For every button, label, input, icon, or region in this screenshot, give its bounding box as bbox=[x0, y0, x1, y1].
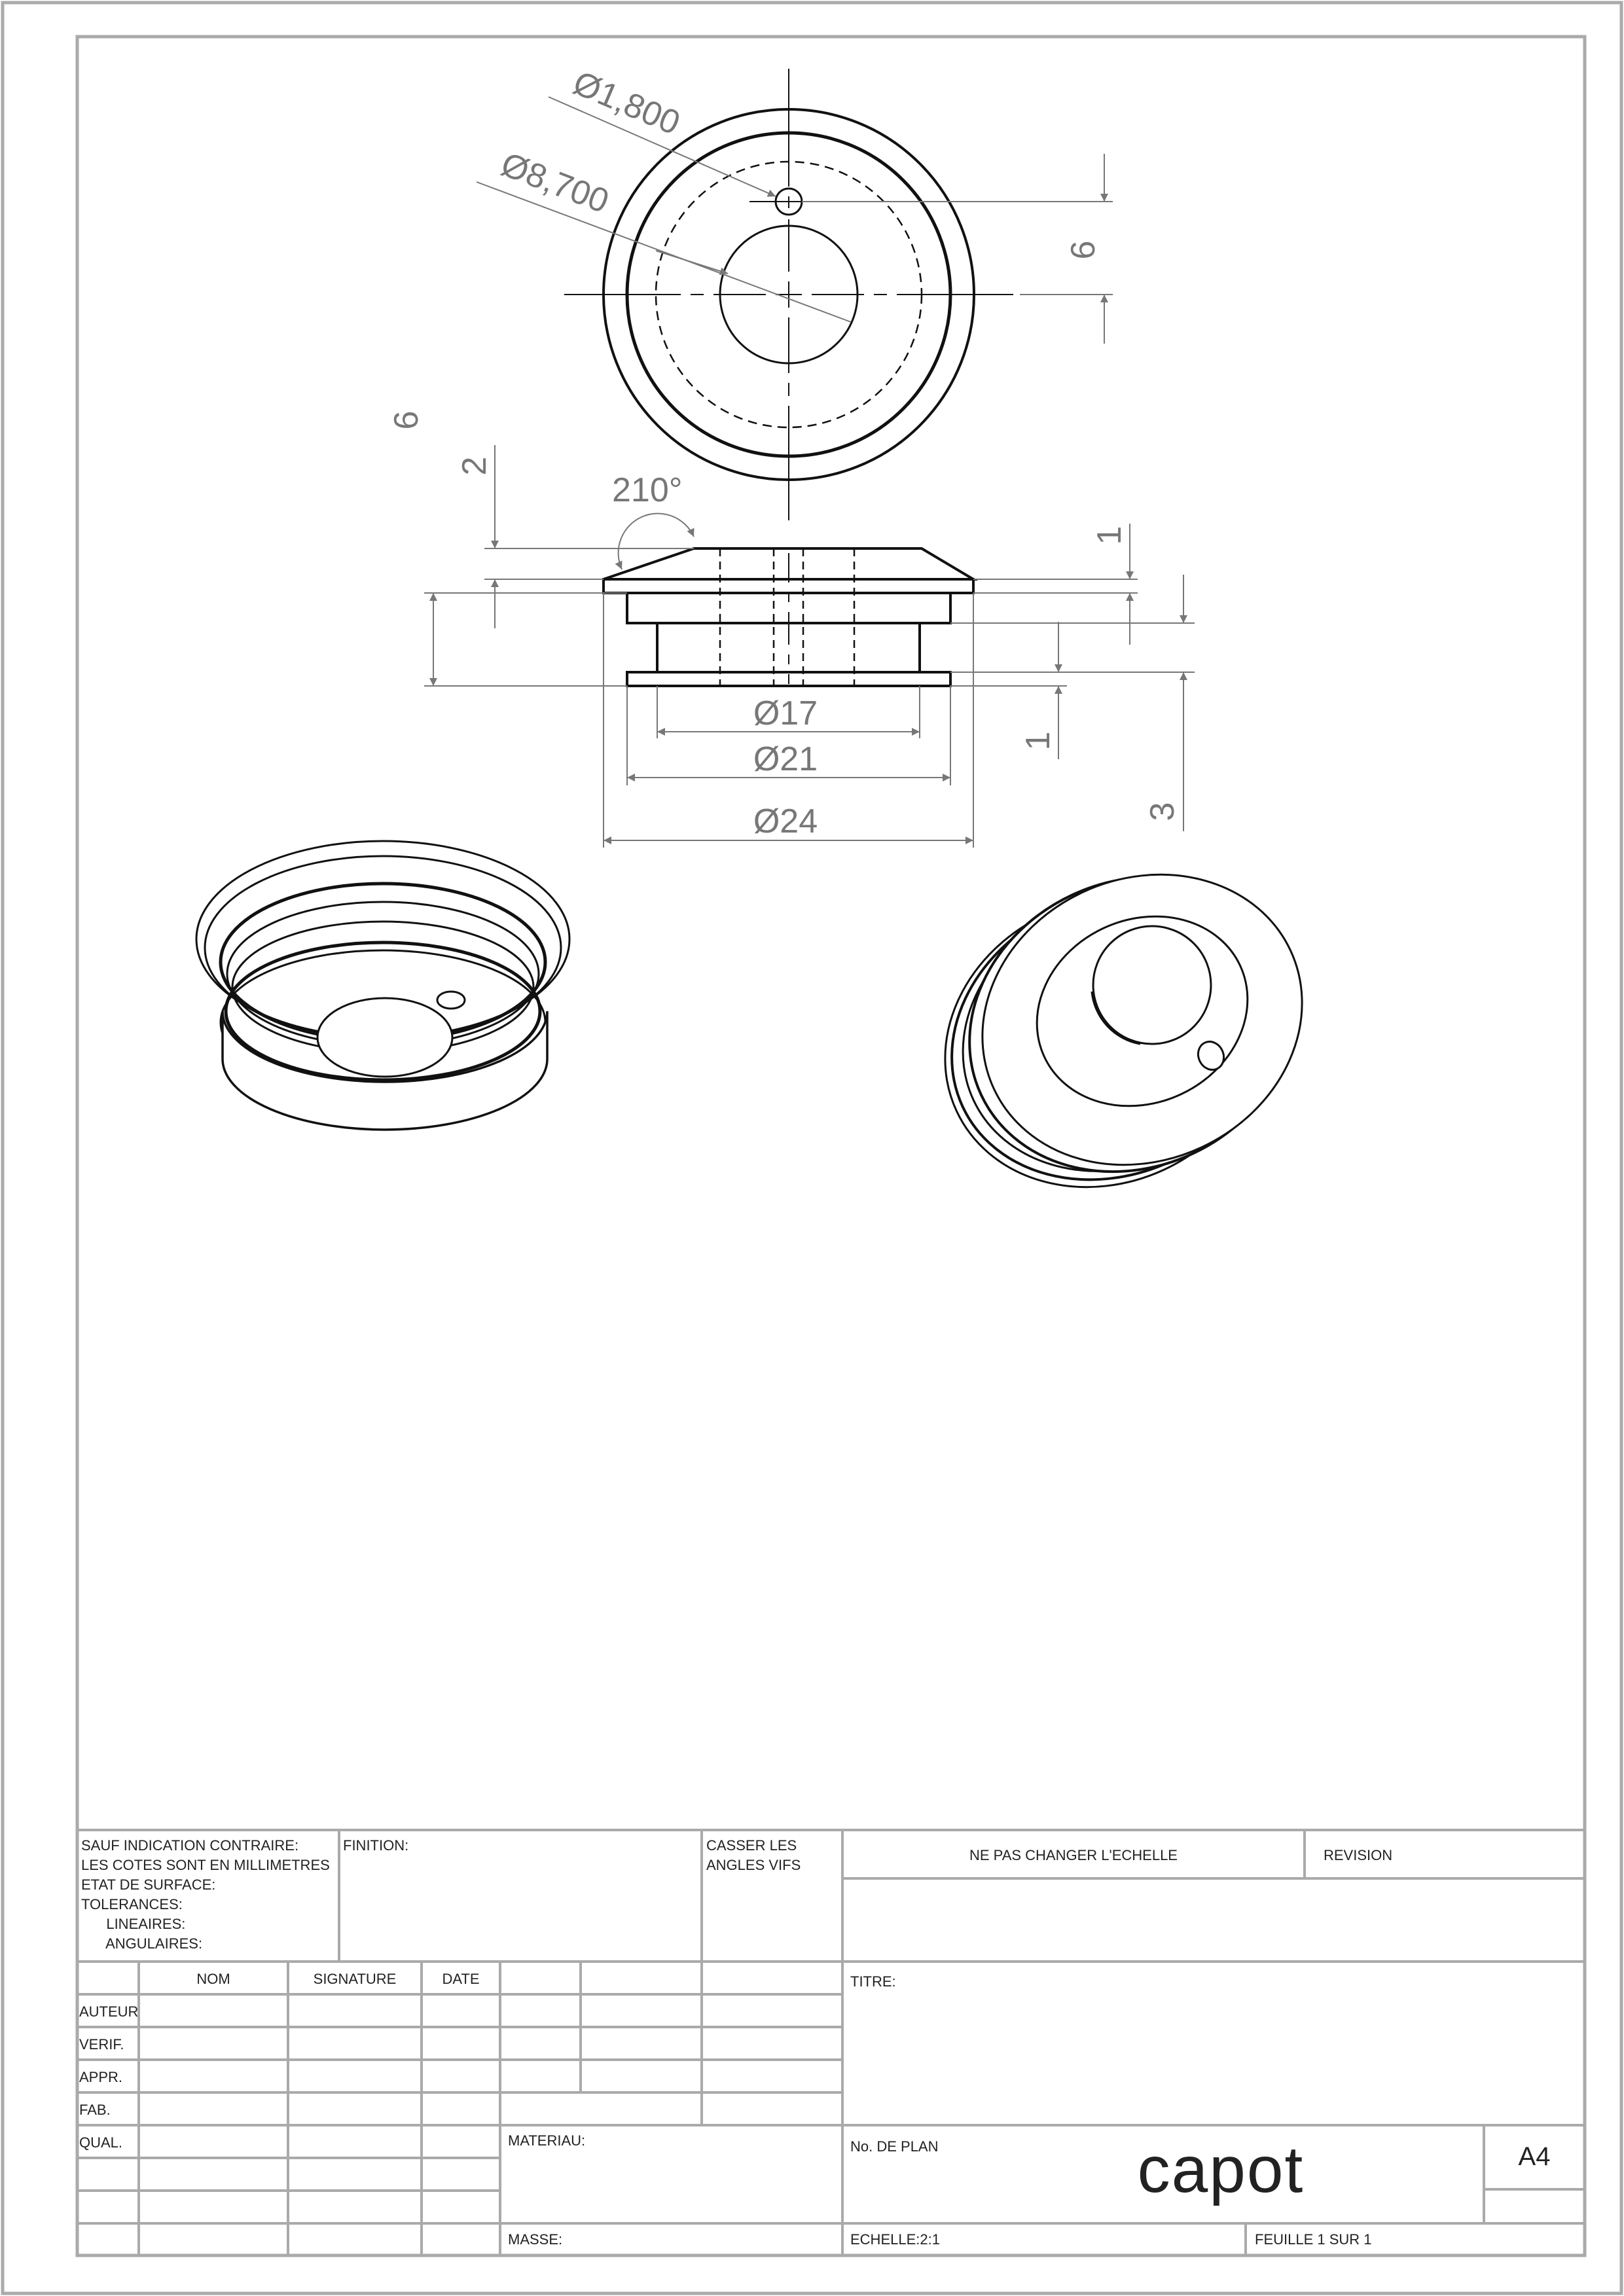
top-centerlines bbox=[564, 69, 1013, 520]
no-plan-label: No. DE PLAN bbox=[850, 2138, 939, 2155]
notes-line-2: LES COTES SONT EN MILLIMETRES bbox=[81, 1857, 330, 1873]
dim-total-height: 6 bbox=[388, 410, 425, 430]
dim-dia-outer: Ø24 bbox=[753, 802, 818, 840]
notes-line-4: TOLERANCES: bbox=[81, 1896, 183, 1912]
row-fab: FAB. bbox=[79, 2102, 111, 2118]
revision-label: REVISION bbox=[1324, 1847, 1393, 1863]
row-appr: APPR. bbox=[79, 2069, 123, 2085]
dim-top-hole: Ø1,800 bbox=[568, 63, 685, 143]
dim-top-offset: 6 bbox=[1064, 240, 1102, 260]
dim-flange-thickness: 1 bbox=[1091, 526, 1128, 545]
echelle-label: ECHELLE:2:1 bbox=[850, 2231, 940, 2248]
dim-dia-groove: Ø21 bbox=[753, 740, 818, 778]
iso-view-left bbox=[196, 841, 569, 1130]
outer-border bbox=[3, 3, 1621, 2293]
dim-dia-inner: Ø17 bbox=[753, 694, 818, 732]
col-signature: SIGNATURE bbox=[313, 1971, 397, 1987]
titre-label: TITRE: bbox=[850, 1973, 896, 1990]
col-nom: NOM bbox=[196, 1971, 230, 1987]
masse-label: MASSE: bbox=[508, 2231, 563, 2248]
feuille-label: FEUILLE 1 SUR 1 bbox=[1255, 2231, 1372, 2248]
row-qual: QUAL. bbox=[79, 2134, 123, 2151]
iso-view-right bbox=[897, 823, 1350, 1238]
dim-groove-width: 1 bbox=[1019, 731, 1057, 751]
notes-line-3: ETAT DE SURFACE: bbox=[81, 1876, 216, 1893]
col-date: DATE bbox=[442, 1971, 480, 1987]
dim-top-pcd: Ø8,700 bbox=[496, 145, 614, 221]
row-verif: VERIF. bbox=[79, 2036, 124, 2053]
notes-line-5: LINEAIRES: bbox=[94, 1916, 186, 1932]
row-auteur: AUTEUR bbox=[79, 2003, 139, 2020]
dim-body-height: 3 bbox=[1144, 802, 1182, 821]
notes-line-1: SAUF INDICATION CONTRAIRE: bbox=[81, 1837, 299, 1854]
materiau-label: MATERIAU: bbox=[508, 2132, 586, 2149]
front-hidden-lines bbox=[720, 548, 854, 686]
finition-label: FINITION: bbox=[343, 1837, 409, 1854]
casser-line-1: CASSER LES bbox=[706, 1837, 797, 1854]
sheet-format: A4 bbox=[1518, 2142, 1551, 2171]
inner-frame bbox=[77, 37, 1585, 2255]
part-name: capot bbox=[1137, 2133, 1305, 2206]
casser-line-2: ANGLES VIFS bbox=[706, 1857, 801, 1873]
dim-chamfer-height: 2 bbox=[456, 456, 494, 476]
echelle-note: NE PAS CHANGER L'ECHELLE bbox=[969, 1847, 1178, 1863]
dim-chamfer-angle: 210° bbox=[612, 471, 683, 509]
front-dimension-texts bbox=[388, 411, 1182, 840]
front-dimension-lines bbox=[424, 445, 1195, 848]
notes-line-6: ANGULAIRES: bbox=[94, 1935, 203, 1952]
